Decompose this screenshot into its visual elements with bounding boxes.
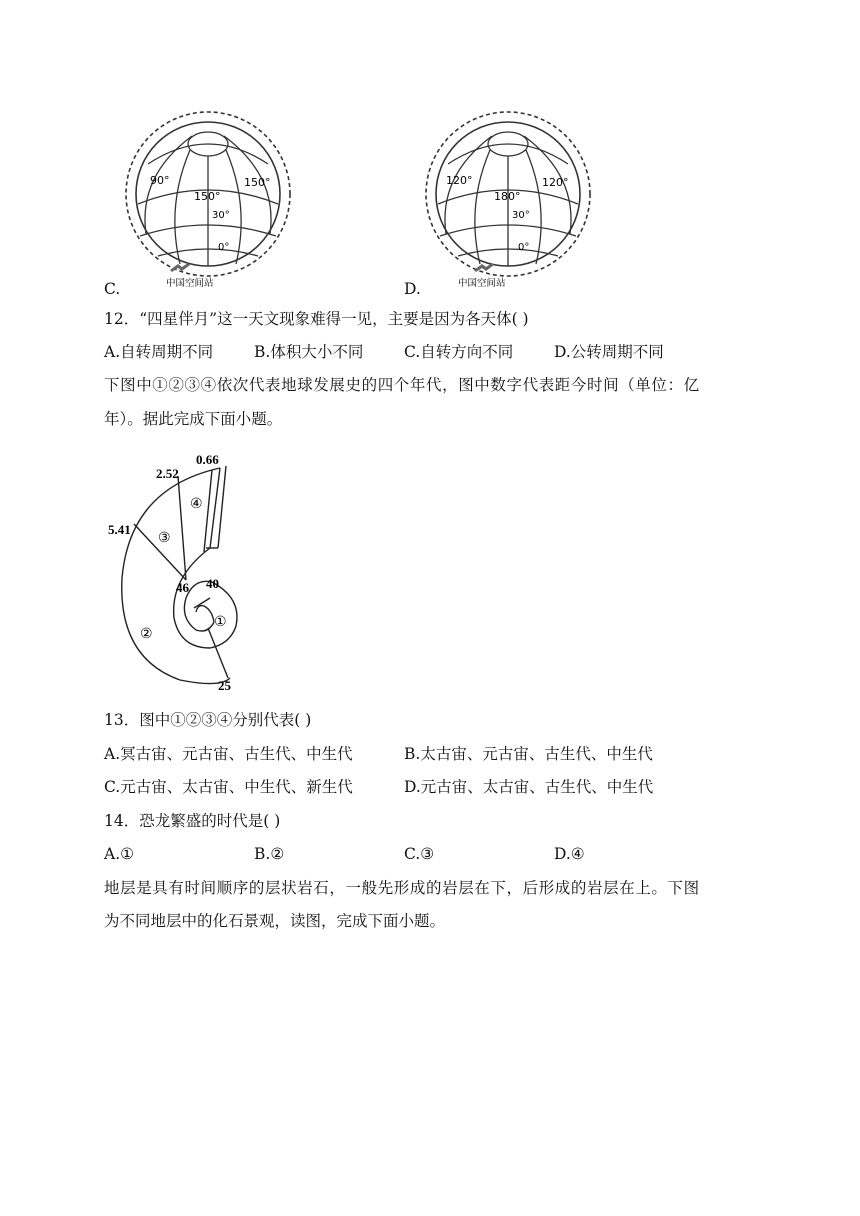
intro2-line1: 地层是具有时间顺序的层状岩石，一般先形成的岩层在下，后形成的岩层在上。下图 bbox=[104, 879, 700, 897]
globe-figure-c bbox=[118, 106, 298, 292]
region-4: ④ bbox=[190, 497, 203, 512]
globe-c-station: 中国空间站 bbox=[166, 278, 214, 289]
region-2: ② bbox=[140, 627, 153, 642]
q12-option-a: A.自转周期不同 bbox=[104, 343, 214, 361]
globe-d-lat30: 30° bbox=[512, 210, 530, 221]
label-46: 46 bbox=[176, 580, 189, 595]
globe-d-center-lon: 180° bbox=[494, 190, 521, 203]
label-40: 40 bbox=[206, 576, 219, 591]
globe-d-right-lon: 120° bbox=[542, 176, 569, 189]
q12-option-d: D.公转周期不同 bbox=[554, 343, 664, 361]
q13-option-d: D.元古宙、太古宙、古生代、中生代 bbox=[404, 778, 654, 796]
label-5-41: 5.41 bbox=[108, 522, 131, 537]
geologic-spiral-figure bbox=[100, 448, 260, 694]
option-c-letter: C. bbox=[104, 280, 121, 298]
label-0-66: 0.66 bbox=[196, 452, 219, 467]
q12-stem: 12．“四星伴月”这一天文现象难得一见，主要是因为各天体( ) bbox=[104, 310, 529, 328]
globe-c-right-lon: 150° bbox=[244, 176, 271, 189]
q14-option-d: D.④ bbox=[554, 845, 585, 863]
globe-c-center-lon: 150° bbox=[194, 190, 221, 203]
q13-option-c: C.元古宙、太古宙、中生代、新生代 bbox=[104, 778, 353, 796]
intro1-line1: 下图中①②③④依次代表地球发展史的四个年代，图中数字代表距今时间（单位：亿 bbox=[104, 376, 700, 394]
globe-c-left-lon: 90° bbox=[150, 174, 170, 187]
option-d-letter: D. bbox=[404, 280, 421, 298]
q12-option-c: C.自转方向不同 bbox=[404, 343, 514, 361]
intro2-line2: 为不同地层中的化石景观，读图，完成下面小题。 bbox=[104, 912, 446, 930]
region-3: ③ bbox=[158, 531, 171, 546]
q14-option-b: B.② bbox=[254, 845, 285, 863]
q13-option-a: A.冥古宙、元古宙、古生代、中生代 bbox=[104, 745, 353, 763]
q13-stem: 13．图中①②③④分别代表( ) bbox=[104, 711, 312, 729]
q14-option-a: A.① bbox=[104, 845, 135, 863]
region-1: ① bbox=[214, 615, 227, 630]
q14-option-c: C.③ bbox=[404, 845, 435, 863]
globe-d-station: 中国空间站 bbox=[458, 278, 506, 289]
space-station-icon bbox=[474, 263, 494, 272]
label-2-52: 2.52 bbox=[156, 466, 179, 481]
globe-d-left-lon: 120° bbox=[446, 174, 473, 187]
globe-c-lat30: 30° bbox=[212, 210, 230, 221]
q13-option-b: B.太古宙、元古宙、古生代、中生代 bbox=[404, 745, 653, 763]
globe-figure-d bbox=[418, 106, 598, 292]
label-25: 25 bbox=[218, 678, 231, 693]
q12-option-b: B.体积大小不同 bbox=[254, 343, 364, 361]
q14-stem: 14．恐龙繁盛的时代是( ) bbox=[104, 812, 281, 830]
intro1-line2: 年）。据此完成下面小题。 bbox=[104, 410, 283, 428]
globe-d-lat0: 0° bbox=[518, 242, 530, 253]
globe-c-lat0: 0° bbox=[218, 242, 230, 253]
